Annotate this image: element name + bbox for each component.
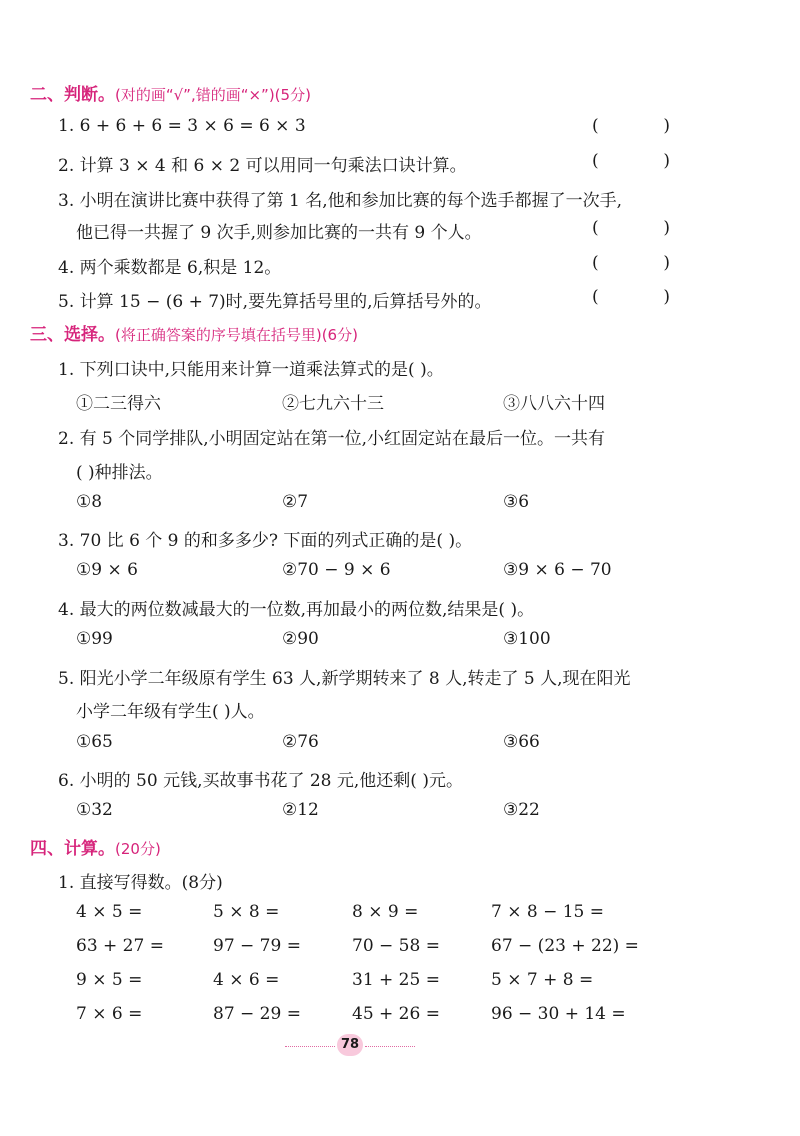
- choice-q1: 1. 下列口诀中,只能用来计算一道乘法算式的是( )。: [58, 360, 444, 380]
- q5-option-b[interactable]: ②76: [282, 732, 319, 752]
- choice-q5: 5. 阳光小学二年级原有学生 63 人,新学期转来了 8 人,转走了 5 人,现在阳光: [58, 669, 631, 689]
- answer-paren-3[interactable]: ( ): [592, 218, 670, 238]
- calc-r2-c1: 63 + 27 =: [76, 936, 164, 956]
- footer-divider-right: [365, 1046, 415, 1047]
- calc-r3-c4: 5 × 7 + 8 =: [491, 970, 594, 990]
- calc-r2-c2: 97 − 79 =: [213, 936, 301, 956]
- calc-r3-c3: 31 + 25 =: [352, 970, 440, 990]
- q1-option-c[interactable]: ③八八六十四: [503, 394, 605, 414]
- calc-r1-c1: 4 × 5 =: [76, 902, 143, 922]
- answer-paren-5[interactable]: ( ): [592, 287, 670, 307]
- calc-r4-c1: 7 × 6 =: [76, 1004, 143, 1024]
- q1-option-b[interactable]: ②七九六十三: [282, 394, 384, 414]
- judge-item-3: 3. 小明在演讲比赛中获得了第 1 名,他和参加比赛的每个选手都握了一次手,: [58, 191, 623, 211]
- section-2-title: 二、判断。(对的画“√”,错的画“×”)(5分): [30, 85, 311, 105]
- q4-option-b[interactable]: ②90: [282, 629, 319, 649]
- q6-option-a[interactable]: ①32: [76, 800, 113, 820]
- q2-option-a[interactable]: ①8: [76, 492, 103, 512]
- q6-option-c[interactable]: ③22: [503, 800, 540, 820]
- footer-divider-left: [285, 1046, 335, 1047]
- answer-paren-1[interactable]: ( ): [592, 116, 670, 136]
- choice-q6: 6. 小明的 50 元钱,买故事书花了 28 元,他还剩( )元。: [58, 771, 463, 791]
- q3-option-a[interactable]: ①9 × 6: [76, 560, 138, 580]
- calc-r4-c3: 45 + 26 =: [352, 1004, 440, 1024]
- q6-option-b[interactable]: ②12: [282, 800, 319, 820]
- q1-option-a[interactable]: ①二三得六: [76, 394, 161, 414]
- choice-q2-cont: ( )种排法。: [76, 463, 163, 483]
- q2-option-b[interactable]: ②7: [282, 492, 309, 512]
- page-number: 78: [337, 1034, 363, 1056]
- calc-r2-c3: 70 − 58 =: [352, 936, 440, 956]
- judge-item-4: 4. 两个乘数都是 6,积是 12。: [58, 258, 282, 278]
- q5-option-a[interactable]: ①65: [76, 732, 113, 752]
- section-3-title: 三、选择。(将正确答案的序号填在括号里)(6分): [30, 325, 358, 345]
- section-4-title: 四、计算。(20分): [30, 839, 161, 859]
- calc-r1-c4: 7 × 8 − 15 =: [491, 902, 605, 922]
- q3-option-c[interactable]: ③9 × 6 − 70: [503, 560, 612, 580]
- judge-item-5: 5. 计算 15 − (6 + 7)时,要先算括号里的,后算括号外的。: [58, 292, 492, 312]
- judge-item-3-cont: 他已得一共握了 9 次手,则参加比赛的一共有 9 个人。: [76, 223, 482, 243]
- q3-option-b[interactable]: ②70 − 9 × 6: [282, 560, 391, 580]
- calc-r2-c4: 67 − (23 + 22) =: [491, 936, 639, 956]
- calc-r4-c4: 96 − 30 + 14 =: [491, 1004, 626, 1024]
- judge-item-2: 2. 计算 3 × 4 和 6 × 2 可以用同一句乘法口诀计算。: [58, 156, 467, 176]
- calc-sub-1-title: 1. 直接写得数。(8分): [58, 873, 223, 893]
- q2-option-c[interactable]: ③6: [503, 492, 530, 512]
- calc-r1-c2: 5 × 8 =: [213, 902, 280, 922]
- choice-q3: 3. 70 比 6 个 9 的和多多少? 下面的列式正确的是( )。: [58, 531, 473, 551]
- choice-q4: 4. 最大的两位数减最大的一位数,再加最小的两位数,结果是( )。: [58, 600, 535, 620]
- calc-r1-c3: 8 × 9 =: [352, 902, 419, 922]
- choice-q2: 2. 有 5 个同学排队,小明固定站在第一位,小红固定站在最后一位。一共有: [58, 429, 606, 449]
- judge-item-1: 1. 6 + 6 + 6 = 3 × 6 = 6 × 3: [58, 116, 306, 136]
- q4-option-c[interactable]: ③100: [503, 629, 551, 649]
- q4-option-a[interactable]: ①99: [76, 629, 113, 649]
- answer-paren-2[interactable]: ( ): [592, 151, 670, 171]
- q5-option-c[interactable]: ③66: [503, 732, 540, 752]
- answer-paren-4[interactable]: ( ): [592, 253, 670, 273]
- choice-q5-cont: 小学二年级有学生( )人。: [76, 702, 265, 722]
- calc-r3-c2: 4 × 6 =: [213, 970, 280, 990]
- calc-r3-c1: 9 × 5 =: [76, 970, 143, 990]
- calc-r4-c2: 87 − 29 =: [213, 1004, 301, 1024]
